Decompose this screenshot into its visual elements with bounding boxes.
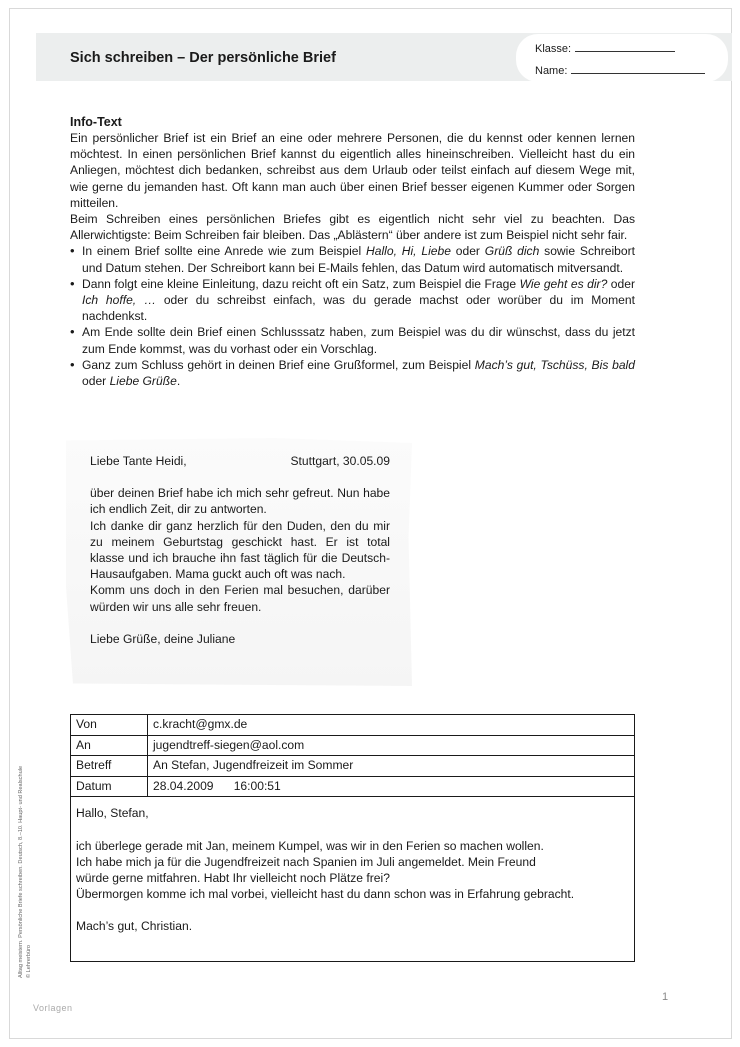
letter-place-date: Stuttgart, 30.05.09 — [290, 454, 390, 468]
bullet-text: oder du schreibst einfach, was du gerade machst oder worüber du im Moment nachdenkst. — [82, 293, 635, 324]
bullet-example: Mach’s gut, Tschüss, Bis bald — [474, 357, 635, 372]
bullet-text: oder — [450, 244, 485, 259]
email-subject-value: An Stefan, Jugendfreizeit im Sommer — [148, 756, 635, 777]
side-note-line: © Lehrerbüro — [25, 944, 32, 978]
bullet-text: Ganz zum Schluss gehört in deinen Brief eine Grußformel, zum Beispiel — [82, 357, 475, 372]
email-line: Ich habe mich ja für die Jugendfreizeit nach Spanien im Juli angemeldet. Mein Freund — [76, 854, 536, 869]
side-copyright-note — [18, 708, 33, 978]
list-item — [70, 276, 635, 325]
info-paragraph-2: Beim Schreiben eines persönlichen Briefes gibt es eigentlich nicht sehr viel zu beachten. Das Allerwichtigste: Beim Schreiben fair bleiben. Das „Ablästern“ über andere ist zum Beispiel nicht sehr fair. — [70, 212, 635, 243]
table-row — [71, 735, 634, 756]
table-row — [71, 776, 634, 797]
letter-paragraph: Komm uns doch in den Ferien mal besuchen, darüber würden wir uns alle sehr freuen. — [90, 583, 390, 614]
class-field[interactable] — [535, 41, 675, 55]
bullet-example: Grüß dich — [484, 244, 540, 259]
email-from-label: Von — [71, 715, 148, 735]
email-line: ich überlege gerade mit Jan, meinem Kumpel, was wir in den Ferien so machen wollen. — [76, 838, 544, 853]
letter-paragraph: über deinen Brief habe ich mich sehr gefreut. Nun habe ich endlich Zeit, dir zu antworten. — [90, 486, 390, 517]
email-to-value: jugendtreff-siegen@aol.com — [148, 735, 635, 756]
name-label: Name: — [535, 65, 568, 77]
bullet-text: Dann folgt eine kleine Einleitung, dazu reicht oft ein Satz, zum Beispiel die Frage — [82, 276, 520, 291]
letter-paragraph: Ich danke dir ganz herzlich für den Duden, den du mir zu meinem Geburtstag geschickt hast. Er ist total klasse und ich brauche ihn fast täglich für die Deutsch-Hausaufgaben. Mama guckt auch oft was nach. — [90, 518, 390, 582]
class-blank-line[interactable] — [575, 41, 675, 52]
list-item — [70, 357, 635, 389]
list-item: • Am Ende sollte dein Brief einen Schlusssatz haben, zum Beispiel was du dir wünschst, dass du jetzt zum Ende kommst, was du vorhast oder ein Vorschlag. — [70, 324, 635, 356]
letter-text — [90, 453, 390, 647]
bullet-text: In einem Brief sollte eine Anrede wie zum Beispiel — [82, 244, 367, 259]
bullet-text: . — [176, 374, 181, 389]
bullet-text: oder — [82, 374, 110, 389]
bullet-text: oder — [607, 276, 636, 291]
letter-header — [90, 453, 390, 469]
email-to-label: An — [71, 735, 148, 756]
info-paragraph-1: Ein persönlicher Brief ist ein Brief an eine oder mehrere Personen, die du kennst oder kennen lernen möchtest. In einen persönlichen Brief kannst du eigentlich alles hineinschreiben. Vielleicht hast du ein Anliegen, möchtest dich bedanken, schreibst aus dem Urlaub oder teilst einfach auf diesem Wege mit, wie gerne du jemanden hast. Oft kann man auch über einen Brief besser eigenen Kummer oder Sorgen mitteilen. — [70, 131, 635, 210]
email-body — [71, 797, 634, 942]
footer-label: Vorlagen — [33, 1003, 73, 1013]
email-date-label: Datum — [71, 776, 148, 797]
list-item — [70, 243, 635, 275]
info-bullet-list — [70, 243, 635, 389]
table-row — [71, 756, 634, 777]
letter-salutation: Liebe Tante Heidi, — [90, 454, 187, 468]
bullet-example: Liebe Grüße — [109, 374, 177, 389]
bullet-example: Ich hoffe, … — [82, 293, 157, 308]
info-text-section — [70, 114, 635, 389]
bullet-text: sowie Schreibort und Datum stehen. Der Schreibort kann bei E-Mails fehlen, das Datum wird automatisch mitversandt. — [82, 244, 636, 275]
email-box — [70, 714, 635, 962]
table-row — [71, 715, 634, 735]
email-header-table — [71, 715, 634, 797]
bullet-example: Wie geht es dir? — [519, 276, 608, 291]
email-subject-label: Betreff — [71, 756, 148, 777]
email-line: Übermorgen komme ich mal vorbei, vielleicht hast du dann schon was in Erfahrung gebracht. — [76, 887, 575, 902]
side-note-line: Alltag meistern. Persönliche Briefe schreiben. Deutsch, 8.–10. Haupt- und Realschule — [18, 765, 24, 978]
letter-closing: Liebe Grüße, deine Juliane — [90, 631, 236, 646]
email-signoff: Mach’s gut, Christian. — [76, 919, 193, 934]
class-label: Klasse: — [535, 43, 572, 55]
page-number: 1 — [662, 991, 669, 1003]
page-title: Sich schreiben – Der persönliche Brief — [70, 50, 336, 66]
info-heading: Info-Text — [70, 115, 122, 129]
bullet-example: Hallo, Hi, Liebe — [366, 244, 451, 259]
email-line: würde gerne mitfahren. Habt Ihr vielleicht noch Plätze frei? — [76, 870, 390, 885]
name-blank-line[interactable] — [571, 63, 705, 74]
email-date-value: 28.04.2009 16:00:51 — [148, 776, 635, 797]
name-field[interactable] — [535, 63, 705, 77]
email-greeting: Hallo, Stefan, — [76, 806, 149, 821]
email-from-value: c.kracht@gmx.de — [148, 715, 635, 735]
